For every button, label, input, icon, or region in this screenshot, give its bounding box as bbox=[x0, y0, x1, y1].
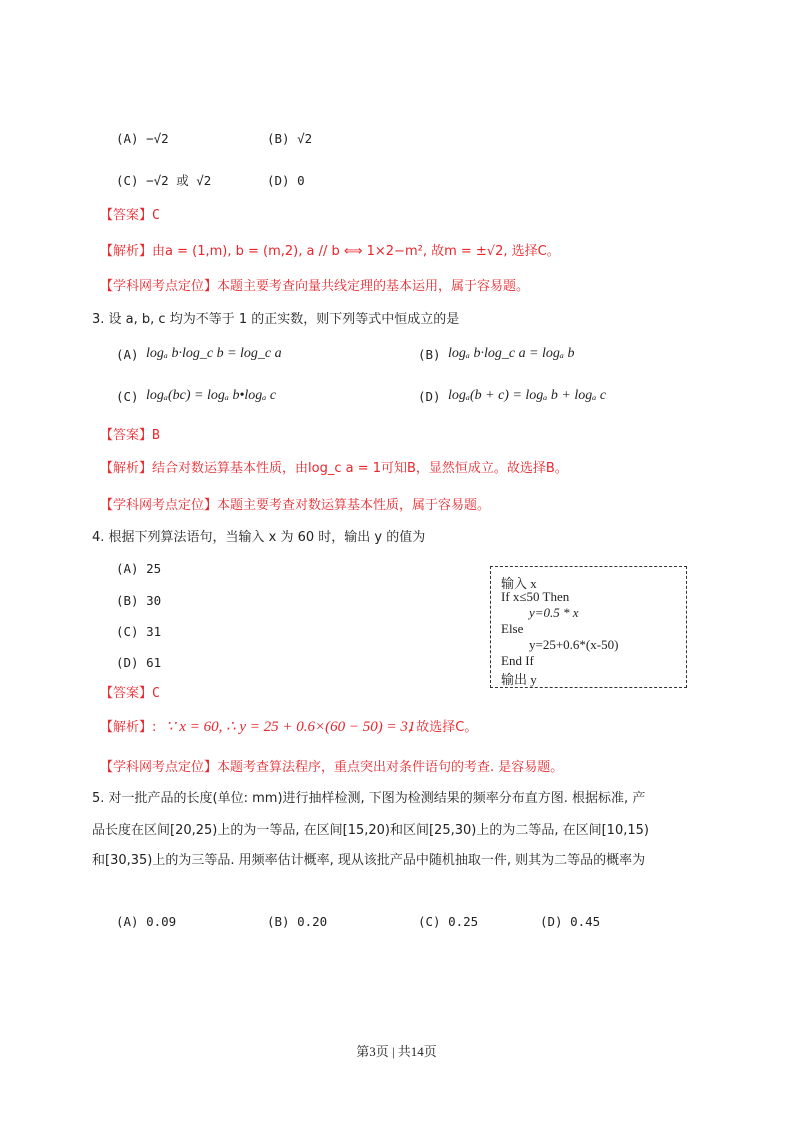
algorithm-box bbox=[490, 566, 687, 688]
algorithm-line-output: 输出 y bbox=[501, 672, 537, 687]
algorithm-line-then: y=0.5 * x bbox=[529, 605, 579, 620]
q3-option-d-expr: logₐ(b + c) = logₐ b + logₐ c bbox=[448, 388, 607, 403]
q4-analysis-expr: ∵ x = 60, ∴ y = 25 + 0.6×(60 − 50) = 31 bbox=[166, 719, 416, 735]
q2-option-d: (D) 0 bbox=[267, 173, 305, 188]
q4-option-d: (D) 61 bbox=[116, 655, 162, 670]
q3-option-a-label: (A) bbox=[116, 347, 139, 362]
q3-option-a-expr: logₐ b·log_c b = log_c a bbox=[146, 346, 282, 361]
q5-stem-line-3: 和[30,35)上的为三等品. 用频率估计概率, 现从该批产品中随机抽取一件, 则其为二等品的概率为 bbox=[92, 853, 646, 868]
q2-option-b: (B) √2 bbox=[267, 131, 313, 146]
q3-answer: 【答案】B bbox=[100, 428, 160, 443]
q4-stem: 4. 根据下列算法语句，当输入 x 为 60 时，输出 y 的值为 bbox=[92, 530, 426, 545]
q4-answer: 【答案】C bbox=[100, 686, 160, 701]
q2-analysis: 【解析】由a = (1,m), b = (m,2), a // b ⟺ 1×2−m², 故m = ±√2, 选择C。 bbox=[100, 244, 560, 259]
q5-option-c: (C) 0.25 bbox=[418, 914, 479, 929]
q2-answer: 【答案】C bbox=[100, 208, 160, 223]
q3-option-d-label: (D) bbox=[418, 389, 441, 404]
q4-analysis-label: 【解析】: bbox=[100, 720, 157, 735]
q4-analysis-tail: , 故选择C。 bbox=[408, 720, 478, 735]
algorithm-line-input: 输入 x bbox=[501, 576, 537, 591]
q4-option-c: (C) 31 bbox=[116, 624, 162, 639]
q2-knowledge-point: 【学科网考点定位】本题主要考查向量共线定理的基本运用，属于容易题。 bbox=[100, 279, 530, 294]
q2-option-c: (C) −√2 或 √2 bbox=[116, 173, 212, 188]
q2-option-a: (A) −√2 bbox=[116, 131, 169, 146]
q5-stem-line-2: 品长度在区间[20,25)上的为一等品, 在区间[15,20)和区间[25,30)上的为二等品, 在区间[10,15) bbox=[92, 823, 649, 838]
q5-option-b: (B) 0.20 bbox=[267, 914, 328, 929]
page-footer: 第3页 | 共14页 bbox=[356, 1044, 437, 1059]
algorithm-line-else: Else bbox=[501, 621, 524, 636]
q5-stem-line-1: 5. 对一批产品的长度(单位: mm)进行抽样检测, 下图为检测结果的频率分布直方图. 根据标准, 产 bbox=[92, 791, 646, 806]
q3-option-b-expr: logₐ b·log_c a = logₐ b bbox=[448, 346, 575, 361]
q3-option-c-label: (C) bbox=[116, 389, 139, 404]
algorithm-line-end-if: End If bbox=[501, 653, 534, 668]
q3-stem: 3. 设 a, b, c 均为不等于 1 的正实数，则下列等式中恒成立的是 bbox=[92, 312, 460, 327]
algorithm-line-else-body: y=25+0.6*(x-50) bbox=[529, 637, 619, 652]
q5-option-d: (D) 0.45 bbox=[540, 914, 601, 929]
q4-option-b: (B) 30 bbox=[116, 593, 162, 608]
q3-option-b-label: (B) bbox=[418, 347, 441, 362]
q4-option-a: (A) 25 bbox=[116, 561, 162, 576]
q4-knowledge-point: 【学科网考点定位】本题考查算法程序，重点突出对条件语句的考查. 是容易题。 bbox=[100, 760, 564, 775]
q3-knowledge-point: 【学科网考点定位】本题主要考查对数运算基本性质，属于容易题。 bbox=[100, 498, 491, 513]
algorithm-line-if: If x≤50 Then bbox=[501, 589, 570, 604]
q3-analysis: 【解析】结合对数运算基本性质，由log_c a = 1可知B，显然恒成立。故选择B。 bbox=[100, 461, 568, 476]
q3-option-c-expr: logₐ(bc) = logₐ b•logₐ c bbox=[146, 388, 277, 403]
q5-option-a: (A) 0.09 bbox=[116, 914, 177, 929]
